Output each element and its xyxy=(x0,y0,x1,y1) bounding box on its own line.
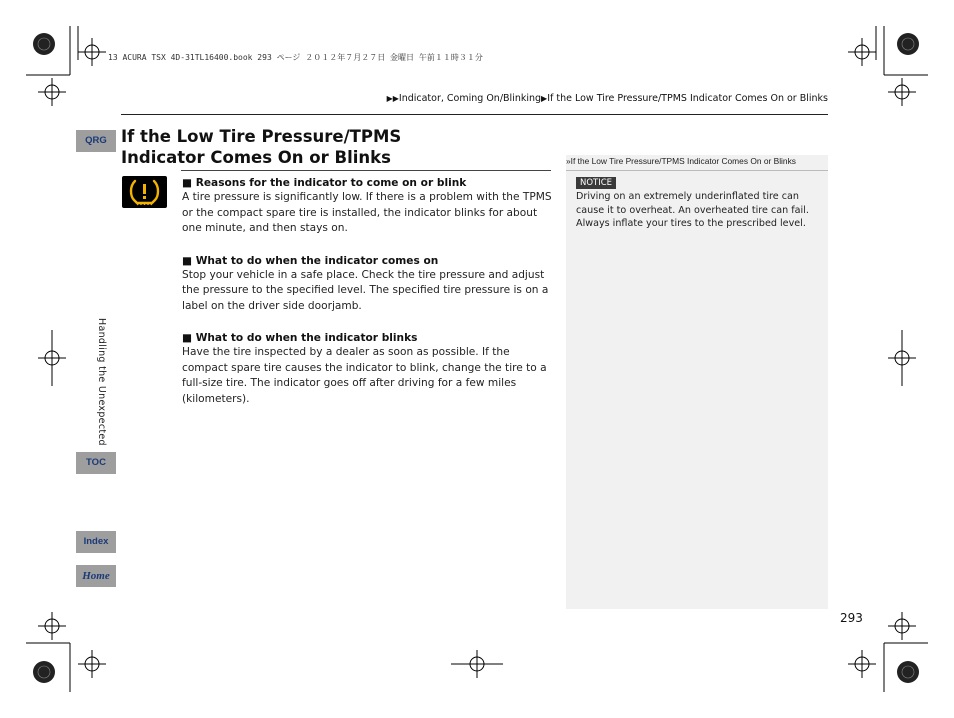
notice-badge: NOTICE xyxy=(576,177,616,189)
sidebar-reference-title: If the Low Tire Pressure/TPMS Indicator Comes On or Blinks xyxy=(570,156,796,166)
book-header: 13 ACURA TSX 4D-31TL16400.book 293 ページ ２０１２年７月２７日 金曜日 午前１１時３１分 xyxy=(108,53,483,62)
section-body-comes-on: Stop your vehicle in a safe place. Check the tire pressure and adjust the pressure to the specified level. The specified tire pressure is on a label on the driver side doorjamb. xyxy=(182,268,549,312)
double-chevron-icon: » xyxy=(566,156,571,166)
notice-text: Driving on an extremely underinflated tire can cause it to overheat. An overheated tire can fail. Always inflate your tires to the prescribed level. xyxy=(576,191,809,229)
title-rule xyxy=(181,170,551,171)
section-side-label: Handling the Unexpected xyxy=(96,318,107,446)
breadcrumb-arrows: ▶▶ xyxy=(386,94,399,103)
index-tab-button[interactable]: Index xyxy=(76,531,116,553)
page-title-line-1: If the Low Tire Pressure/TPMS xyxy=(121,127,402,146)
page-title xyxy=(121,126,451,168)
toc-tab-button[interactable]: TOC xyxy=(76,452,116,474)
breadcrumb xyxy=(387,93,828,104)
section-body-reasons: A tire pressure is significantly low. If there is a problem with the TPMS or the compact spare tire is installed, the indicator blinks for about one minute, and then stays on. xyxy=(182,191,552,234)
section-heading-reasons: ■ Reasons for the indicator to come on or blink xyxy=(182,177,467,189)
section-heading-comes-on: ■ What to do when the indicator comes on xyxy=(182,254,439,267)
page-number: 293 xyxy=(840,611,863,625)
breadcrumb-parent-link[interactable]: Indicator, Coming On/Blinking xyxy=(398,93,542,104)
home-tab-button[interactable]: Home xyxy=(76,565,116,587)
section-body-blinks: Have the tire inspected by a dealer as soon as possible. If the compact spare tire causes the indicator to blink, change the tire to a full-size tire. The indicator goes off after driving for a few miles (kilometers). xyxy=(182,346,547,405)
breadcrumb-separator: ▶ xyxy=(541,94,548,103)
sidebar-reference xyxy=(566,156,828,166)
section-heading-blinks: ■ What to do when the indicator blinks xyxy=(182,332,418,344)
sidebar-reference-rule xyxy=(566,170,828,171)
qrg-tab-button[interactable]: QRG xyxy=(76,130,116,152)
breadcrumb-current: If the Low Tire Pressure/TPMS Indicator Comes On or Blinks xyxy=(547,93,828,104)
low-tire-pressure-warning-icon xyxy=(122,176,167,208)
page-title-line-2: Indicator Comes On or Blinks xyxy=(121,148,391,167)
main-content xyxy=(182,176,552,424)
header-rule xyxy=(121,114,828,115)
